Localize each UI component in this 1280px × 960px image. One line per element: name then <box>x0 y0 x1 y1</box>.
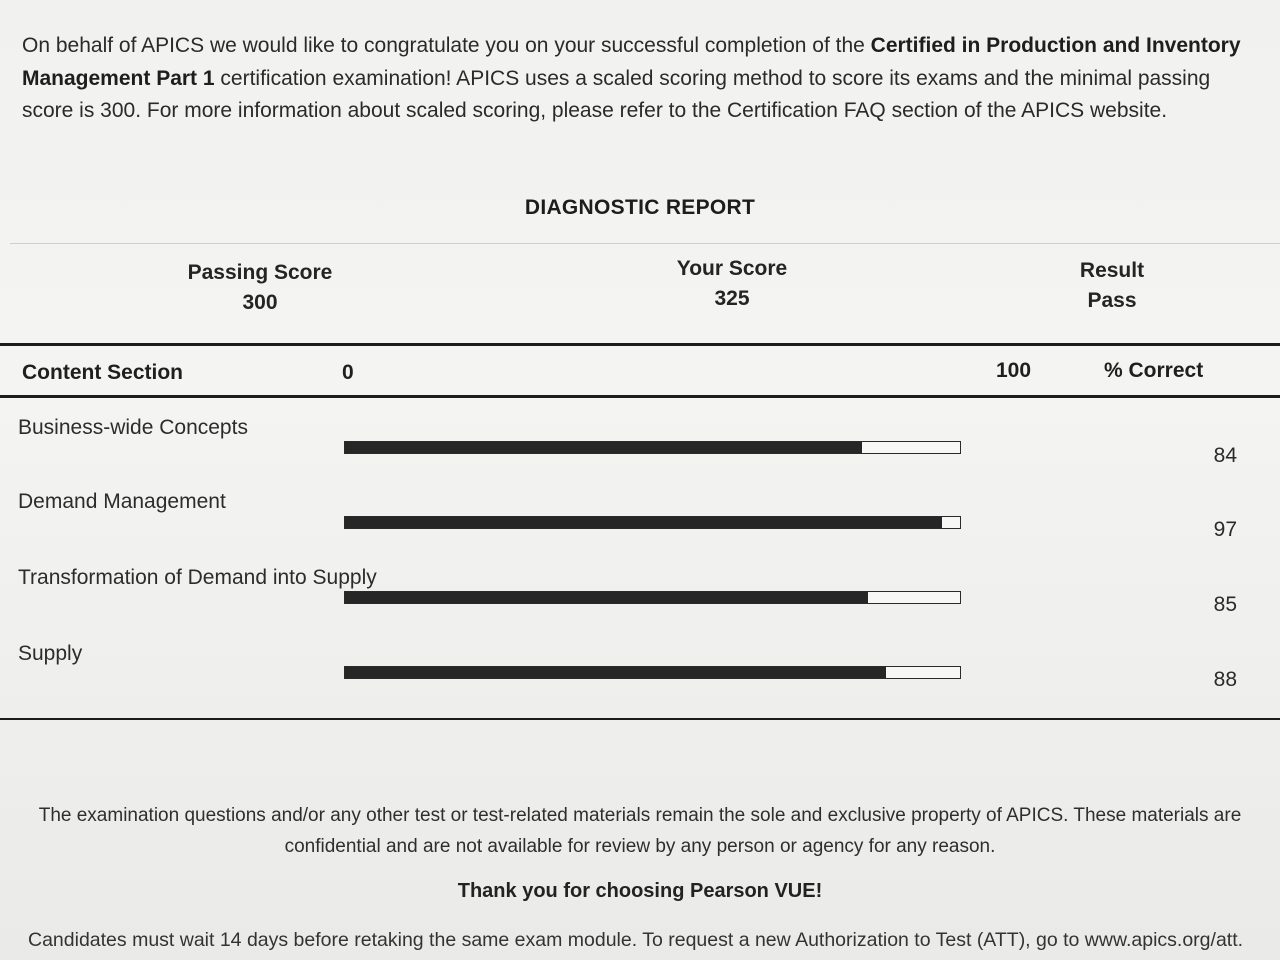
score-bar-fill <box>345 517 942 528</box>
passing-score-block <box>160 258 360 318</box>
section-name: Demand Management <box>18 490 226 513</box>
your-score-label: Your Score <box>676 257 788 280</box>
your-score-block <box>632 254 832 314</box>
section-percent: 88 <box>1213 668 1237 691</box>
section-name: Supply <box>18 642 83 665</box>
your-score-value: 325 <box>714 287 750 310</box>
score-bar <box>344 666 961 679</box>
thank-you-text: Thank you for choosing Pearson VUE! <box>457 880 823 902</box>
section-name: Business-wide Concepts <box>18 416 248 439</box>
scale-max-label: 100 <box>996 359 1032 382</box>
retake-policy-text: Candidates must wait 14 days before retaking the same exam module. To request a new Authorization to Test (ATT), go to www.apics.org/att. <box>28 929 1244 951</box>
result-block <box>1012 256 1212 316</box>
divider <box>10 243 1280 244</box>
table-header-rule <box>0 395 1280 398</box>
section-name: Transformation of Demand into Supply <box>18 566 377 589</box>
certification-name: Certified in Production and Inventory Management Part 1 <box>22 34 1241 90</box>
score-bar-fill <box>345 667 886 678</box>
score-bar-fill <box>345 592 868 603</box>
confidentiality-notice: The examination questions and/or any other test or test-related materials remain the sole and exclusive property of APICS. These materials are confidential and are not available for review by any person or agency for any reason. <box>38 805 1242 857</box>
content-section-header: Content Section <box>22 361 183 384</box>
section-percent: 84 <box>1213 444 1237 467</box>
section-percent: 85 <box>1213 593 1237 616</box>
percent-correct-header: % Correct <box>1104 359 1204 382</box>
report-title: DIAGNOSTIC REPORT <box>524 196 756 219</box>
scale-min-label: 0 <box>342 361 354 384</box>
intro-text-start: On behalf of APICS we would like to congratulate you on your successful completion of the <box>22 34 871 57</box>
intro-paragraph <box>22 30 1252 128</box>
passing-score-value: 300 <box>242 291 278 314</box>
result-label: Result <box>1079 259 1145 282</box>
score-bar <box>344 441 961 454</box>
intro-text-end: certification examination! APICS uses a scaled scoring method to score its exams and the minimal passing score is 300. For more information about scaled scoring, please refer to the Certification FAQ section of the APICS website. <box>22 66 1211 122</box>
section-percent: 97 <box>1213 518 1237 541</box>
table-top-rule <box>0 343 1280 346</box>
passing-score-label: Passing Score <box>187 261 333 284</box>
score-bar <box>344 591 961 604</box>
result-value: Pass <box>1087 289 1137 312</box>
table-bottom-rule <box>0 718 1280 720</box>
score-bar <box>344 516 961 529</box>
score-bar-fill <box>345 442 862 453</box>
